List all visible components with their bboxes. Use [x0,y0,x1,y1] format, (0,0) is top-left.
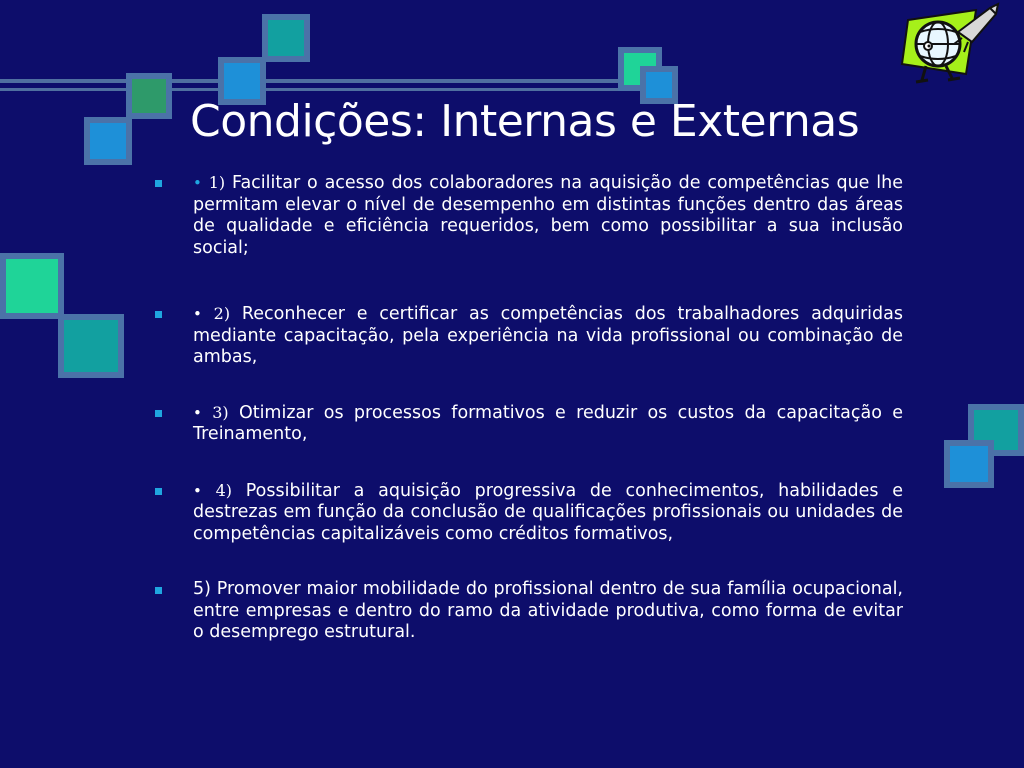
item-text: 5) Promover maior mobilidade do profissional dentro de sua família ocupacional, entre empresas e dentro do ramo da atividade produtiva, como forma de evitar o desemprego estrutural. [193,579,903,642]
inline-dot-icon: • [193,174,202,192]
bullet-square-icon [155,311,162,318]
list-item [155,402,903,446]
item-text: Possibilitar a aquisição progressiva de conhecimentos, habilidades e destrezas em função da conclusão de qualificações profissionais ou unidades de competências capitalizáveis como créditos formativos, [193,480,903,544]
list-item [155,172,903,259]
slide-title: Condições: Internas e Externas [190,96,860,147]
decor-square [944,440,994,488]
item-text: Facilitar o acesso dos colaboradores na aquisição de competências que lhe permitam elevar o nível de desempenho em distintas funções dentro das áreas de qualidade e eficiência requeridos, bem como possibilitar a sua inclusão social; [193,173,903,258]
decor-line-bottom [0,88,650,91]
decor-square [0,253,64,319]
list-item [155,480,903,546]
inline-dot-icon: • [193,481,202,500]
globe-rocket-logo-icon [898,2,1008,88]
inline-dot-icon: • [193,305,202,323]
decor-square [84,117,132,165]
inline-dot-icon: • [193,403,202,422]
item-number: 1) [208,173,226,192]
decor-square [126,73,172,119]
list-item [155,579,903,644]
decor-square [58,314,124,378]
bullet-square-icon [155,587,162,594]
decor-line-top [0,79,650,83]
item-number: 3) [212,402,229,422]
item-text: Reconhecer e certificar as competências dos trabalhadores adquiridas mediante capacitação, pela experiência na vida profissional ou combinação de ambas, [193,304,903,367]
list-item [155,303,903,369]
item-number: 2) [213,304,231,323]
item-text: Otimizar os processos formativos e reduzir os custos da capacitação e Treinamento, [193,402,903,444]
bullet-square-icon [155,488,162,495]
bullet-square-icon [155,410,162,417]
item-number: 4) [215,480,233,500]
decor-square [262,14,310,62]
bullet-list [155,172,903,644]
bullet-square-icon [155,180,162,187]
